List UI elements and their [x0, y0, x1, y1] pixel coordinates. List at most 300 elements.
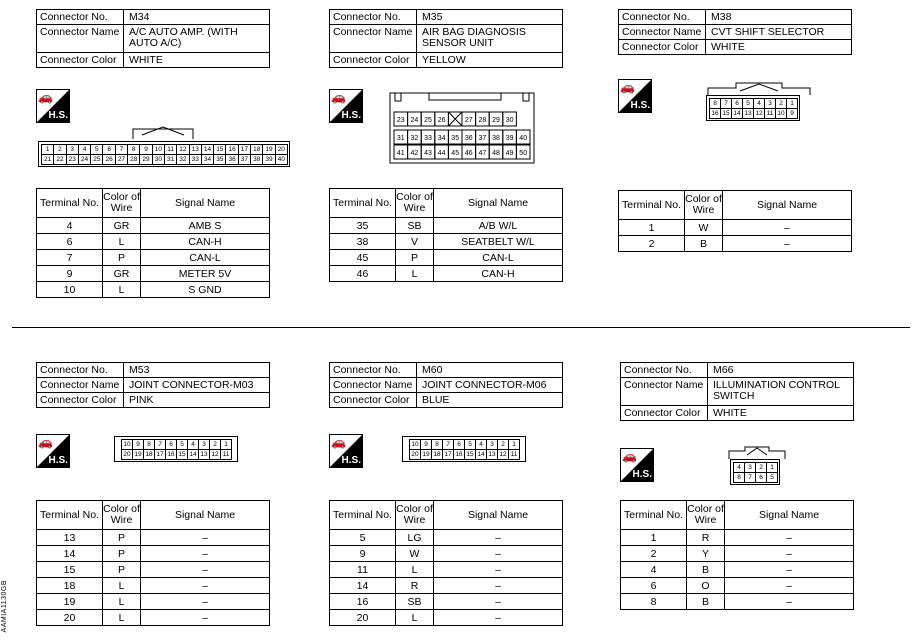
terminal-pin: 3 [198, 439, 210, 450]
connector-color-value: WHITE [706, 40, 852, 55]
terminal-pin: 12 [497, 449, 509, 460]
header-terminal-no: Terminal No. [37, 501, 103, 530]
terminal-pin: 40 [275, 154, 288, 165]
terminal-no-cell: 46 [330, 266, 396, 282]
wire-color-cell: B [685, 236, 723, 252]
terminal-no-cell: 4 [621, 562, 687, 578]
terminal-no-cell: 11 [330, 562, 396, 578]
terminal-no-cell: 7 [37, 250, 103, 266]
terminal-pin: 8 [127, 144, 140, 155]
terminal-pin: 11 [508, 449, 520, 460]
header-signal-name: Signal Name [723, 191, 852, 220]
terminal-pin: 1 [41, 144, 54, 155]
hs-label: H.S. [341, 110, 361, 121]
signal-name-cell: METER 5V [141, 266, 270, 282]
terminal-pin: 15 [464, 449, 476, 460]
terminal-row [619, 220, 852, 236]
terminal-no-cell: 15 [37, 562, 103, 578]
terminal-pin: 19 [262, 144, 275, 155]
terminal-pin: 5 [464, 439, 476, 450]
terminal-pin: 7 [115, 144, 128, 155]
wire-color-cell: B [687, 562, 725, 578]
terminal-pin: 13 [189, 144, 202, 155]
label-connector-name: Connector Name [330, 378, 417, 393]
connector-info-table [329, 362, 563, 408]
signal-name-cell: – [141, 594, 270, 610]
terminal-row [37, 234, 270, 250]
terminal-pin: 5 [742, 98, 754, 109]
connector-info-table [36, 362, 270, 408]
terminal-row [330, 578, 563, 594]
terminal-no-cell: 6 [37, 234, 103, 250]
terminal-pin: 6 [453, 439, 465, 450]
wire-color-cell: L [103, 578, 141, 594]
terminal-pin: 13 [742, 108, 754, 119]
signal-name-cell: – [141, 546, 270, 562]
hs-label: H.S. [630, 100, 650, 111]
terminal-no-cell: 18 [37, 578, 103, 594]
label-connector-name: Connector Name [619, 25, 706, 40]
terminal-pin: 7 [442, 439, 454, 450]
signal-name-cell: AMB S [141, 218, 270, 234]
signal-name-cell: – [141, 562, 270, 578]
terminal-pin: 25 [90, 154, 103, 165]
terminal-pin: 14 [475, 449, 487, 460]
terminal-pin: 33 [189, 154, 202, 165]
signal-name-cell: S GND [141, 282, 270, 298]
connector-m66-face [730, 459, 780, 485]
terminal-pin: 16 [225, 144, 238, 155]
terminal-pin: 14 [731, 108, 743, 119]
terminal-pin: 18 [143, 449, 155, 460]
header-color-of-wire: Color of Wire [687, 501, 725, 530]
terminal-pin: 45 [451, 150, 460, 157]
terminal-pin: 14 [187, 449, 199, 460]
terminal-row [621, 562, 854, 578]
terminal-pin: 20 [409, 449, 421, 460]
terminal-pin: 1 [508, 439, 520, 450]
wire-color-cell: Y [687, 546, 725, 562]
wire-color-cell: L [103, 282, 141, 298]
terminal-pin: 23 [66, 154, 79, 165]
signal-name-cell: – [725, 562, 854, 578]
terminal-pin: 26 [437, 117, 446, 124]
header-color-of-wire: Color of Wire [103, 501, 141, 530]
terminal-pin: 10 [409, 439, 421, 450]
terminal-pin: 11 [220, 449, 232, 460]
signal-name-cell: – [434, 546, 563, 562]
hs-icon: 🚗 H.S. [331, 435, 361, 466]
terminal-no-cell: 1 [619, 220, 685, 236]
terminal-pin: 17 [154, 449, 166, 460]
terminal-pin: 18 [431, 449, 443, 460]
header-color-of-wire: Color of Wire [396, 189, 434, 218]
signal-name-cell: – [725, 530, 854, 546]
terminal-table-m34 [36, 188, 270, 298]
terminal-row [37, 266, 270, 282]
terminal-pin: 11 [164, 144, 177, 155]
connector-housing-tab [706, 80, 812, 96]
terminal-row [37, 250, 270, 266]
wire-color-cell: O [687, 578, 725, 594]
label-connector-name: Connector Name [621, 378, 708, 406]
connector-info-table [329, 9, 563, 68]
hs-label: H.S. [48, 110, 68, 121]
connector-color-value: YELLOW [417, 53, 563, 68]
terminal-no-cell: 13 [37, 530, 103, 546]
connector-name-value: CVT SHIFT SELECTOR [706, 25, 852, 40]
connector-block-m34 [36, 9, 308, 68]
terminal-pin: 9 [786, 108, 798, 119]
terminal-row [37, 218, 270, 234]
terminal-pin: 10 [121, 439, 133, 450]
wire-color-cell: SB [396, 594, 434, 610]
connector-info-table [36, 9, 270, 68]
terminal-pin: 24 [78, 154, 91, 165]
signal-name-cell: – [723, 236, 852, 252]
terminal-pin: 2 [775, 98, 787, 109]
terminal-pin: 29 [492, 117, 500, 124]
terminal-pin: 38 [492, 135, 500, 142]
label-connector-no: Connector No. [37, 363, 124, 378]
header-terminal-no: Terminal No. [619, 191, 685, 220]
signal-name-cell: – [725, 546, 854, 562]
signal-name-cell: – [141, 578, 270, 594]
terminal-row [37, 282, 270, 298]
terminal-pin: 11 [764, 108, 776, 119]
terminal-row [37, 530, 270, 546]
terminal-pin: 47 [478, 150, 487, 157]
terminal-pin: 17 [442, 449, 454, 460]
wire-color-cell: L [103, 594, 141, 610]
label-connector-no: Connector No. [621, 363, 708, 378]
terminal-pin: 28 [478, 117, 487, 124]
wire-color-cell: LG [396, 530, 434, 546]
header-signal-name: Signal Name [141, 501, 270, 530]
wire-color-cell: L [103, 610, 141, 626]
terminal-row [621, 530, 854, 546]
header-color-of-wire: Color of Wire [685, 191, 723, 220]
signal-name-cell: A/B W/L [434, 218, 563, 234]
terminal-no-cell: 2 [621, 546, 687, 562]
terminal-row [330, 266, 563, 282]
terminal-row [330, 218, 563, 234]
terminal-pin: 41 [396, 150, 405, 157]
terminal-no-cell: 38 [330, 234, 396, 250]
terminal-row [621, 546, 854, 562]
terminal-pin: 35 [451, 135, 460, 142]
terminal-no-cell: 20 [330, 610, 396, 626]
terminal-pin: 20 [275, 144, 288, 155]
label-connector-color: Connector Color [621, 406, 708, 421]
terminal-pin: 24 [410, 117, 419, 124]
terminal-pin: 34 [201, 154, 214, 165]
terminal-pin: 36 [464, 135, 473, 142]
connector-m38-face [706, 95, 800, 121]
signal-name-cell: CAN-L [141, 250, 270, 266]
hs-icon: 🚗 H.S. [38, 435, 68, 466]
terminal-pin: 17 [238, 144, 251, 155]
terminal-table-m38 [618, 190, 852, 252]
terminal-pin: 4 [187, 439, 199, 450]
wire-color-cell: P [103, 250, 141, 266]
terminal-pin: 35 [213, 154, 226, 165]
label-connector-name: Connector Name [330, 25, 417, 53]
connector-no-value: M35 [417, 10, 563, 25]
terminal-pin: 2 [755, 462, 767, 473]
terminal-pin: 30 [505, 117, 514, 124]
terminal-no-cell: 4 [37, 218, 103, 234]
terminal-pin: 2 [53, 144, 66, 155]
terminal-table-m66 [620, 500, 854, 610]
label-connector-color: Connector Color [330, 53, 417, 68]
connector-m35-face [389, 92, 535, 164]
hs-label: H.S. [341, 455, 361, 466]
terminal-row [330, 546, 563, 562]
signal-name-cell: – [434, 562, 563, 578]
connector-info-table [618, 9, 852, 55]
terminal-no-cell: 35 [330, 218, 396, 234]
connector-housing-tab [130, 124, 196, 140]
connector-color-value: WHITE [124, 53, 270, 68]
connector-name-value: JOINT CONNECTOR-M03 [124, 378, 270, 393]
terminal-no-cell: 2 [619, 236, 685, 252]
terminal-pin: 6 [755, 472, 767, 483]
terminal-pin: 4 [475, 439, 487, 450]
terminal-pin: 9 [420, 439, 432, 450]
terminal-pin: 33 [424, 135, 432, 142]
terminal-pin: 10 [775, 108, 787, 119]
terminal-pin: 19 [132, 449, 144, 460]
terminal-pin: 37 [478, 135, 487, 142]
wire-color-cell: GR [103, 266, 141, 282]
terminal-pin: 34 [437, 135, 446, 142]
wire-color-cell: P [396, 250, 434, 266]
document-code: AAMIA1130GB [1, 580, 8, 633]
terminal-pin: 16 [165, 449, 177, 460]
label-connector-name: Connector Name [37, 378, 124, 393]
terminal-table-m53 [36, 500, 270, 626]
terminal-pin: 36 [225, 154, 238, 165]
terminal-pin: 22 [53, 154, 66, 165]
wire-color-cell: R [396, 578, 434, 594]
hs-icon: 🚗 H.S. [620, 80, 650, 111]
terminal-pin: 2 [497, 439, 509, 450]
terminal-no-cell: 8 [621, 594, 687, 610]
terminal-pin: 8 [143, 439, 155, 450]
connector-no-value: M34 [124, 10, 270, 25]
signal-name-cell: – [141, 530, 270, 546]
terminal-pin: 38 [250, 154, 263, 165]
connector-m53-face [114, 436, 238, 462]
terminal-pin: 32 [410, 135, 419, 142]
terminal-pin: 5 [176, 439, 188, 450]
terminal-row [621, 594, 854, 610]
terminal-pin: 9 [139, 144, 152, 155]
header-terminal-no: Terminal No. [330, 501, 396, 530]
terminal-pin: 6 [102, 144, 115, 155]
header-color-of-wire: Color of Wire [103, 189, 141, 218]
header-signal-name: Signal Name [725, 501, 854, 530]
connector-color-value: PINK [124, 393, 270, 408]
terminal-pin: 30 [152, 154, 165, 165]
section-divider [12, 327, 910, 328]
label-connector-color: Connector Color [330, 393, 417, 408]
terminal-pin: 7 [744, 472, 756, 483]
connector-m60-face [402, 436, 526, 462]
terminal-pin: 42 [410, 150, 419, 157]
terminal-row [330, 562, 563, 578]
terminal-pin: 31 [396, 135, 405, 142]
terminal-row [37, 562, 270, 578]
header-terminal-no: Terminal No. [37, 189, 103, 218]
wire-color-cell: W [396, 546, 434, 562]
connector-block-m35 [329, 9, 601, 68]
label-connector-color: Connector Color [619, 40, 706, 55]
terminal-row [330, 610, 563, 626]
connector-name-value: ILLUMINATION CONTROL SWITCH [708, 378, 854, 406]
wire-color-cell: P [103, 530, 141, 546]
wire-color-cell: P [103, 546, 141, 562]
connector-name-value: A/C AUTO AMP. (WITH AUTO A/C) [124, 25, 270, 53]
terminal-pin: 4 [78, 144, 91, 155]
wire-color-cell: W [685, 220, 723, 236]
connector-color-value: BLUE [417, 393, 563, 408]
terminal-pin: 10 [152, 144, 165, 155]
signal-name-cell: – [434, 594, 563, 610]
connector-info-table [620, 362, 854, 421]
terminal-no-cell: 9 [37, 266, 103, 282]
terminal-row [37, 610, 270, 626]
terminal-pin: 4 [733, 462, 745, 473]
signal-name-cell: – [725, 578, 854, 594]
terminal-pin: 23 [396, 117, 405, 124]
terminal-no-cell: 20 [37, 610, 103, 626]
hs-label: H.S. [632, 469, 652, 480]
signal-name-cell: CAN-H [141, 234, 270, 250]
terminal-pin: 1 [786, 98, 798, 109]
terminal-no-cell: 6 [621, 578, 687, 594]
terminal-pin: 12 [176, 144, 189, 155]
hs-icon: 🚗 H.S. [38, 90, 68, 121]
terminal-no-cell: 14 [330, 578, 396, 594]
connector-name-value: JOINT CONNECTOR-M06 [417, 378, 563, 393]
terminal-pin: 8 [709, 98, 721, 109]
connector-name-value: AIR BAG DIAGNOSIS SENSOR UNIT [417, 25, 563, 53]
terminal-pin: 28 [127, 154, 140, 165]
terminal-pin: 15 [213, 144, 226, 155]
terminal-pin: 19 [420, 449, 432, 460]
terminal-row [621, 578, 854, 594]
hs-icon: 🚗 H.S. [331, 90, 361, 121]
wire-color-cell: L [103, 234, 141, 250]
connector-m34-face [38, 141, 290, 167]
terminal-pin: 27 [464, 117, 473, 124]
terminal-pin: 16 [709, 108, 721, 119]
terminal-pin: 13 [198, 449, 210, 460]
terminal-no-cell: 19 [37, 594, 103, 610]
wire-color-cell: B [687, 594, 725, 610]
connector-block-m60 [329, 362, 601, 408]
label-connector-name: Connector Name [37, 25, 124, 53]
signal-name-cell: CAN-H [434, 266, 563, 282]
terminal-pin: 2 [209, 439, 221, 450]
terminal-pin: 9 [132, 439, 144, 450]
wire-color-cell: GR [103, 218, 141, 234]
signal-name-cell: – [141, 610, 270, 626]
header-color-of-wire: Color of Wire [396, 501, 434, 530]
terminal-pin: 6 [731, 98, 743, 109]
terminal-pin: 7 [154, 439, 166, 450]
signal-name-cell: – [434, 578, 563, 594]
terminal-pin: 5 [766, 472, 778, 483]
terminal-pin: 16 [453, 449, 465, 460]
terminal-pin: 4 [753, 98, 765, 109]
wire-color-cell: V [396, 234, 434, 250]
label-connector-no: Connector No. [330, 363, 417, 378]
terminal-row [330, 594, 563, 610]
signal-name-cell: – [434, 530, 563, 546]
label-connector-color: Connector Color [37, 393, 124, 408]
connector-block-m66 [620, 362, 892, 421]
terminal-pin: 32 [176, 154, 189, 165]
terminal-row [330, 234, 563, 250]
wire-color-cell: L [396, 266, 434, 282]
connector-no-value: M53 [124, 363, 270, 378]
terminal-pin: 3 [764, 98, 776, 109]
terminal-pin: 37 [238, 154, 251, 165]
terminal-pin: 39 [262, 154, 275, 165]
terminal-pin: 14 [201, 144, 214, 155]
terminal-row [37, 546, 270, 562]
terminal-pin: 31 [164, 154, 177, 165]
connector-housing-tab [727, 445, 787, 460]
terminal-pin: 46 [464, 150, 473, 157]
terminal-pin: 1 [220, 439, 232, 450]
wire-color-cell: L [396, 610, 434, 626]
terminal-row [619, 236, 852, 252]
terminal-pin: 12 [753, 108, 765, 119]
terminal-pin: 29 [139, 154, 152, 165]
terminal-pin: 25 [424, 117, 432, 124]
terminal-table-m60 [329, 500, 563, 626]
terminal-no-cell: 5 [330, 530, 396, 546]
terminal-no-cell: 10 [37, 282, 103, 298]
hs-label: H.S. [48, 455, 68, 466]
signal-name-cell: CAN-L [434, 250, 563, 266]
terminal-pin: 3 [66, 144, 79, 155]
header-signal-name: Signal Name [141, 189, 270, 218]
connector-no-value: M38 [706, 10, 852, 25]
signal-name-cell: – [725, 594, 854, 610]
connector-block-m53 [36, 362, 308, 408]
terminal-pin: 7 [720, 98, 732, 109]
terminal-row [37, 578, 270, 594]
terminal-pin: 20 [121, 449, 133, 460]
terminal-row [330, 530, 563, 546]
terminal-no-cell: 14 [37, 546, 103, 562]
terminal-pin: 21 [41, 154, 54, 165]
terminal-pin: 27 [115, 154, 128, 165]
header-signal-name: Signal Name [434, 189, 563, 218]
terminal-pin: 3 [744, 462, 756, 473]
terminal-pin: 43 [424, 150, 432, 157]
label-connector-no: Connector No. [37, 10, 124, 25]
label-connector-no: Connector No. [619, 10, 706, 25]
terminal-pin: 1 [766, 462, 778, 473]
wire-color-cell: R [687, 530, 725, 546]
terminal-no-cell: 1 [621, 530, 687, 546]
